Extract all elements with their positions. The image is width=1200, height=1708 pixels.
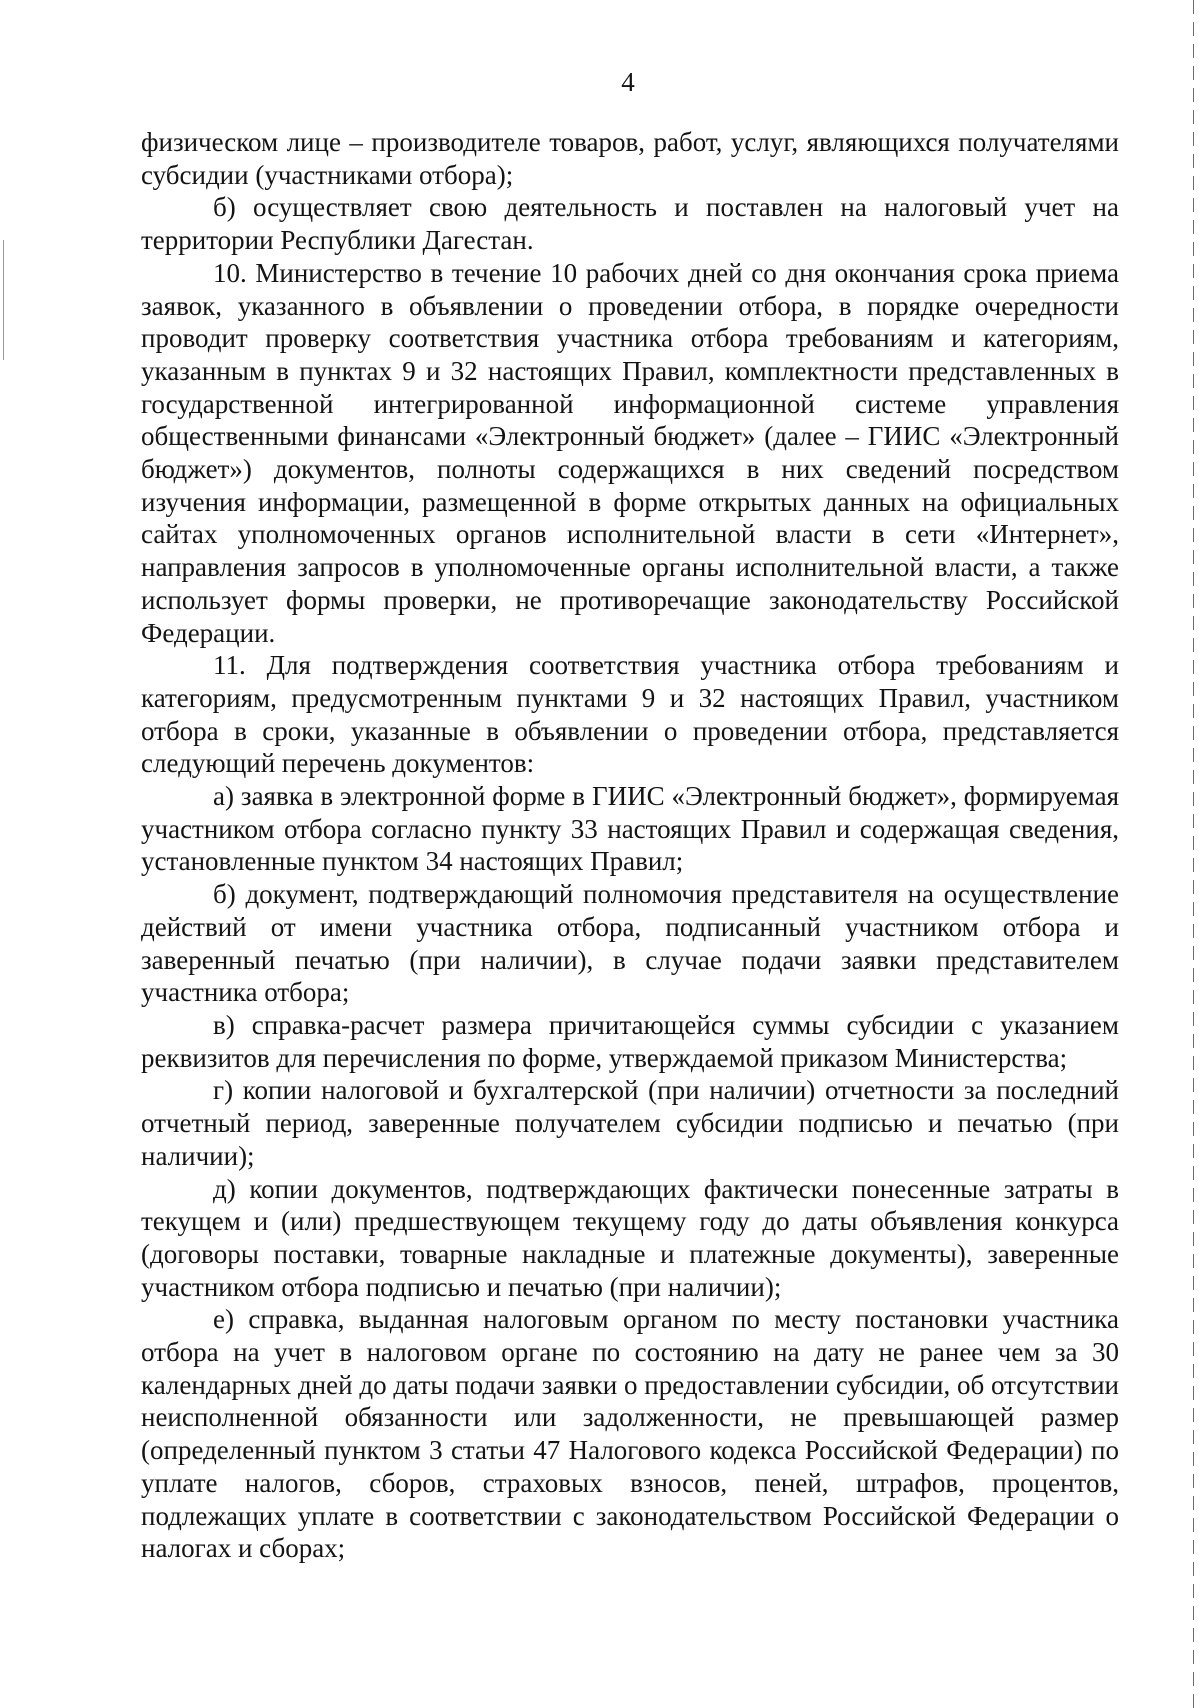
paragraph-11b: б) документ, подтверждающий полномочия представителя на осуществление действий от имени участника отбора, подписанный участником отбора и заверенный печатью (при наличии), в случае подачи заявки представителем участника отбора;	[141, 879, 1119, 1008]
paragraph-continuation: физическом лице – производителе товаров, работ, услуг, являющихся получателями субсидии (участниками отбора);	[141, 127, 1119, 190]
scan-edge-left	[3, 240, 4, 360]
paragraph-11v: в) справка-расчет размера причитающейся суммы субсидии с указанием реквизитов для перечисления по форме, утверждаемой приказом Министерства;	[141, 1009, 1119, 1073]
document-body	[141, 126, 1119, 1565]
scan-edge-right	[1193, 0, 1194, 1708]
paragraph-11a: а) заявка в электронной форме в ГИИС «Электронный бюджет», формируемая участником отбора согласно пункту 33 настоящих Правил и содержащая сведения, установленные пунктом 34 настоящих Правил;	[141, 781, 1119, 877]
paragraph-11: 11. Для подтверждения соответствия участника отбора требованиям и категориям, предусмотренным пунктами 9 и 32 настоящих Правил, участником отбора в сроки, указанные в объявлении о проведении отбора, представляется следующий перечень документов:	[141, 650, 1119, 779]
paragraph-9b: б) осуществляет свою деятельность и поставлен на налоговый учет на территории Республики Дагестан.	[141, 192, 1119, 256]
paragraph-11g: г) копии налоговой и бухгалтерской (при наличии) отчетности за последний отчетный период, заверенные получателем субсидии подписью и печатью (при наличии);	[141, 1075, 1119, 1171]
paragraph-11e: е) справка, выданная налоговым органом по месту постановки участника отбора на учет в налоговом органе по состоянию на дату не ранее чем за 30 календарных дней до даты подачи заявки о предоставлении субсидии, об отсутствии неисполненной обязанности или задолженности, не превышающей размер (определенный пунктом 3 статьи 47 Налогового кодекса Российской Федерации) по уплате налогов, сборов, страховых взносов, пеней, штрафов, процентов, подлежащих уплате в соответствии с законодательством Российской Федерации о налогах и сборах;	[141, 1304, 1119, 1564]
paragraph-10: 10. Министерство в течение 10 рабочих дней со дня окончания срока приема заявок, указанного в объявлении о проведении отбора, в порядке очередности проводит проверку соответствия участника отбора требованиям и категориям, указанным в пунктах 9 и 32 настоящих Правил, комплектности представленных в государственной интегрированной информационной системе управления общественными финансами «Электронный бюджет» (далее – ГИИС «Электронный бюджет») документов, полноты содержащихся в них сведений посредством изучения информации, размещенной в форме открытых данных на официальных сайтах уполномоченных органов исполнительной власти в сети «Интернет», направления запросов в уполномоченные органы исполнительной власти, а также использует формы проверки, не противоречащие законодательству Российской Федерации.	[141, 257, 1119, 648]
paragraph-11d: д) копии документов, подтверждающих фактически понесенные затраты в текущем и (или) предшествующем текущему году до даты объявления конкурса (договоры поставки, товарные накладные и платежные документы), заверенные участником отбора подписью и печатью (при наличии);	[141, 1173, 1119, 1302]
page-number: 4	[621, 67, 635, 97]
